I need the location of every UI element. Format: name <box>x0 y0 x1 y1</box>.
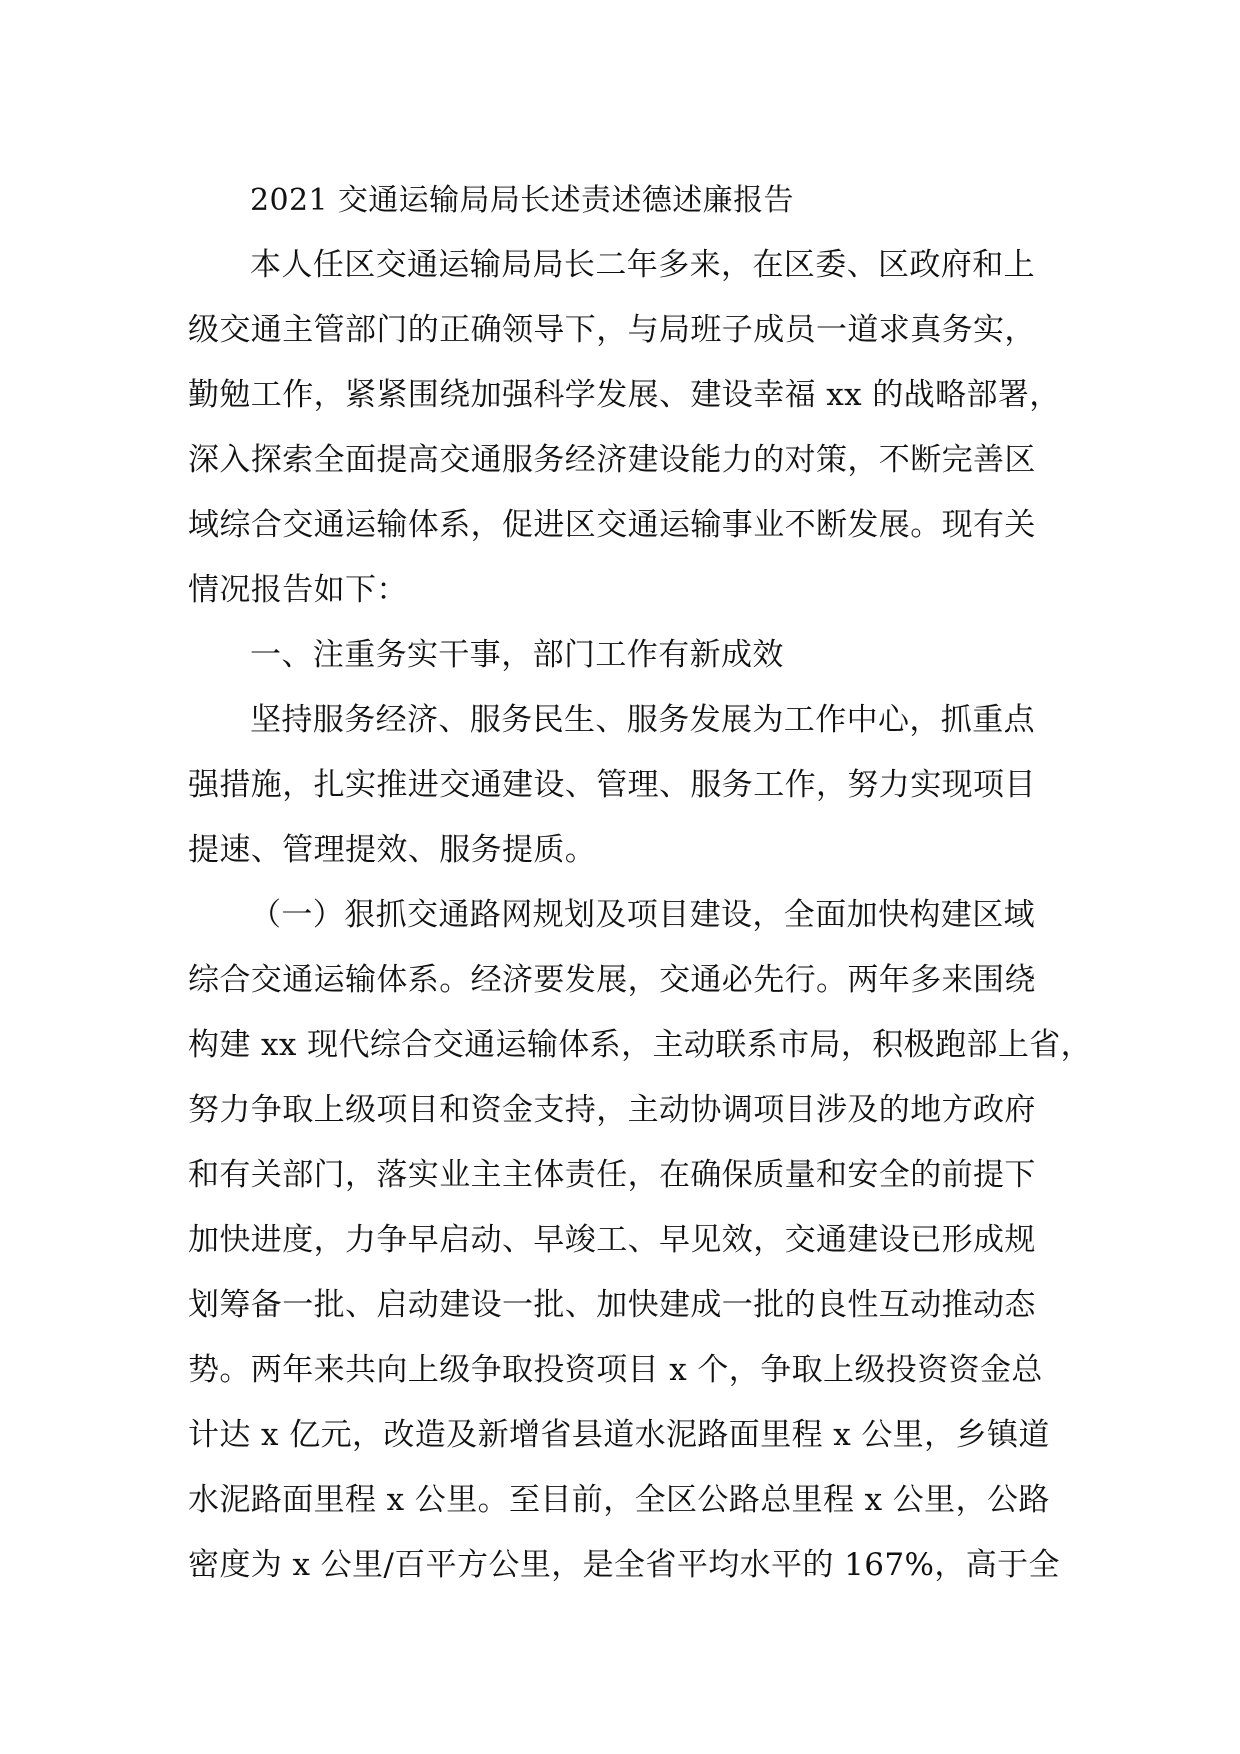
paragraph-line: 坚持服务经济、服务民生、服务发展为工作中心，抓重点 <box>250 702 1035 738</box>
document-body <box>188 168 1093 1598</box>
paragraph-line: 密度为 x 公里/百平方公里，是全省平均水平的 167%，高于全 <box>188 1547 1060 1583</box>
paragraph-line: 势。两年来共向上级争取投资项目 x 个，争取上级投资资金总 <box>188 1352 1043 1388</box>
paragraph-intro <box>188 233 1068 623</box>
paragraph-line: 强措施，扎实推进交通建设、管理、服务工作，努力实现项目 <box>188 767 1036 803</box>
paragraph-line: 勤勉工作，紧紧围绕加强科学发展、建设幸福 xx 的战略部署， <box>188 377 1061 413</box>
paragraph-line: 综合交通运输体系。经济要发展，交通必先行。两年多来围绕 <box>188 962 1036 998</box>
paragraph-line: （一）狠抓交通路网规划及项目建设，全面加快构建区域 <box>250 897 1035 933</box>
paragraph-line: 深入探索全面提高交通服务经济建设能力的对策，不断完善区 <box>188 442 1036 478</box>
paragraph-line: 级交通主管部门的正确领导下，与局班子成员一道求真务实， <box>188 312 1036 348</box>
paragraph-line: 计达 x 亿元，改造及新增省县道水泥路面里程 x 公里，乡镇道 <box>188 1417 1050 1453</box>
paragraph-line: 构建 xx 现代综合交通运输体系，主动联系市局，积极跑部上省， <box>188 1027 1093 1063</box>
paragraph-subsection-one <box>188 883 1093 1598</box>
paragraph-line: 提速、管理提效、服务提质。 <box>188 832 597 868</box>
paragraph-line: 域综合交通运输体系，促进区交通运输事业不断发展。现有关 <box>188 507 1036 543</box>
paragraph-summary <box>188 688 1068 883</box>
paragraph-line: 加快进度，力争早启动、早竣工、早见效，交通建设已形成规 <box>188 1222 1036 1258</box>
paragraph-line: 水泥路面里程 x 公里。至目前，全区公路总里程 x 公里，公路 <box>188 1482 1050 1518</box>
paragraph-line: 情况报告如下： <box>188 572 408 608</box>
section-heading-one <box>188 623 1068 688</box>
document-title: 2021 交通运输局局长述责述德述廉报告 <box>250 183 794 218</box>
paragraph-line: 本人任区交通运输局局长二年多来，在区委、区政府和上 <box>250 247 1035 283</box>
section-heading: 一、注重务实干事，部门工作有新成效 <box>250 637 784 673</box>
paragraph-line: 划筹备一批、启动建设一批、加快建成一批的良性互动推动态 <box>188 1287 1036 1323</box>
paragraph-line: 和有关部门，落实业主主体责任，在确保质量和安全的前提下 <box>188 1157 1036 1193</box>
paragraph-line: 努力争取上级项目和资金支持，主动协调项目涉及的地方政府 <box>188 1092 1036 1128</box>
